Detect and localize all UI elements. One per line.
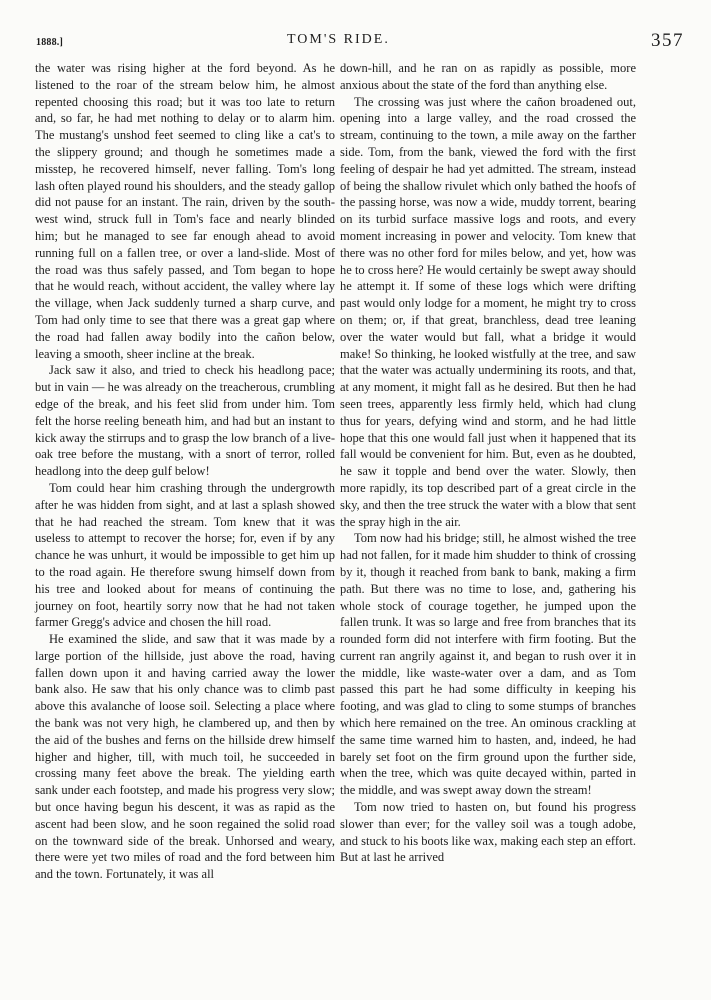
paragraph: the water was rising higher at the ford beyond. As he listened to the roar of the stream below him, he almost repented choosing this road; but it was too late to return and, so far, he had met nothing to delay or to alarm him. The mustang's unshod feet seemed to cling like a cat's to the slippery ground; and though he sometimes made a misstep, he recovered himself, never falling. Tom's long lash often played round his shoulders, and the steady gallop did not pause for an instant. The rain, driven by the south-west wind, struck full in Tom's face and nearly blinded him; but he managed to see far enough ahead to avoid running full on a fallen tree, or over a land-slide. Most of the road was thus safely passed, and Tom began to hope that he would reach, without accident, the valley where lay the village, when Jack suddenly turned a sharp curve, and Tom had only time to see that there was a great gap where the road had fallen away bodily into the cañon below, leaving a smooth, sheer incline at the break.: [35, 61, 335, 361]
paragraph: down-hill, and he ran on as rapidly as possible, more anxious about the state of the ford than anything else.: [340, 61, 636, 92]
paragraph: He examined the slide, and saw that it was made by a large portion of the hillside, just above the road, having fallen down upon it and having carried away the lower bank also. He saw that his only chance was to climb past above this avalanche of loose soil. Selecting a place where the bank was not very high, he clambered up, and then by the aid of the bushes and ferns on the hillside drew himself higher and higher, till, with much toil, he succeeded in crossing many feet above the break. The yielding earth sank under each footstep, and made his progress very slow; but once having begun his descent, it was as rapid as the ascent had been slow, and he soon regained the solid road on the townward side of the break. Unhorsed and weary, there were yet two miles of road and the ford between him and the town. Fortunately, it was all: [35, 632, 335, 882]
paragraph: Tom could hear him crashing through the undergrowth after he was hidden from sight, and at last a splash showed that he had reached the stream. Tom knew that it was useless to attempt to recover the horse; for, even if by any chance he was unhurt, it would be impossible to get him up to the road again. He therefore swung himself down from his tree and looked about for means of continuing the journey on foot, heartily sorry now that he had not taken farmer Gregg's advice and chosen the hill road.: [35, 480, 335, 630]
paragraph: The crossing was just where the cañon broadened out, opening into a large valley, and the road crossed the stream, continuing to the town, a mile away on the farther side. Tom, from the bank, viewed the ford with the first feeling of despair he had yet admitted. The stream, instead of being the shallow rivulet which only bathed the hoofs of the passing horse, was now a wide, muddy torrent, bearing on its turbid surface massive logs and roots, and every moment increasing in power and velocity. Tom knew that there was no other ford for miles below, and yet, how was he to cross here? He would certainly be swept away should he attempt it. If some of these logs which were drifting past would only lodge for a moment, he might try to cross on them; or, if that great, branchless, dead tree leaning over the water would but fall, what a bridge it would make! So thinking, he looked wistfully at the tree, and saw that the water was actually undermining its roots, and that, at any moment, it might fall as he desired. But then he had seen trees, apparently less firmly held, which had clung thus for years, defying wind and storm, and he had little hope that this one would fall just when it happened that its fall would be convenient for him. But, even as he doubted, he saw it topple and bend over the water. Slowly, then more rapidly, its top described part of a great circle in the sky, and then the tree struck the water with a blow that sent the spray high in the air.: [340, 94, 636, 529]
right-column: [340, 60, 636, 866]
paragraph: Tom now tried to hasten on, but found his progress slower than ever; for the valley soil was a tough adobe, and stuck to his boots like wax, making each step an effort. But at last he arrived: [340, 800, 636, 865]
paragraph: Jack saw it also, and tried to check his headlong pace; but in vain — he was already on the treacherous, crumbling edge of the break, and his feet slid from under him. Tom felt the horse reeling beneath him, and had but an instant to kick away the stirrups and to grasp the low branch of a live-oak tree before the mustang, with a snort of terror, rolled headlong into the deep gulf below!: [35, 363, 335, 479]
header-year: 1888.]: [36, 37, 64, 48]
left-column: [35, 60, 335, 883]
header-title: TOM'S RIDE.: [287, 32, 390, 47]
page-number: 357: [651, 30, 684, 51]
running-header: [0, 30, 711, 54]
paragraph: Tom now had his bridge; still, he almost wished the tree had not fallen, for it made him shudder to think of crossing by it, though it reached from bank to bank, making a firm path. But there was no time to lose, and, gathering his whole stock of courage together, he jumped upon the fallen trunk. It was so large and free from branches that its rounded form did not interfere with firm footing. But the current ran angrily against it, and began to rush over it in the middle, like waste-water over a dam, and as Tom passed this part he had some difficulty in keeping his footing, and was glad to cling to some stumps of branches which here remained on the tree. An ominous crackling at the same time warned him to hasten, and, indeed, he had barely set foot on the firm ground upon the further side, when the tree, which was quite decayed within, parted in the middle, and was swept away down the stream!: [340, 531, 636, 798]
